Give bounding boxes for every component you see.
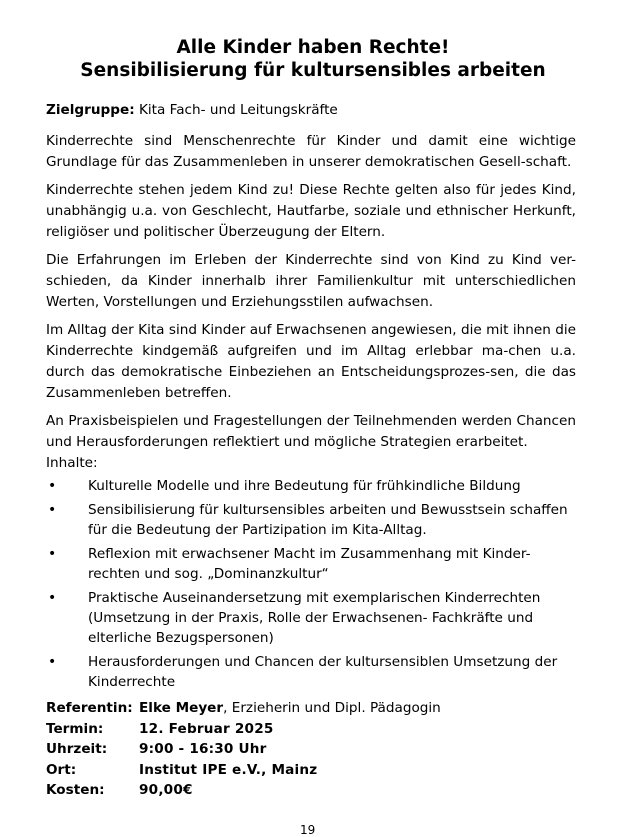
paragraph: An Praxisbeispielen und Fragestellungen der Teilnehmenden werden Chancen und Herausforderungen reflektiert und mögliche Strategien erarbeitet. [46,413,576,450]
time-label: Uhrzeit: [46,741,108,757]
document-page [46,36,576,801]
title-line-2: Sensibilisierung für kultursensibles arbeiten [80,60,546,81]
contents-list [46,476,576,692]
paragraph: Kinderrechte stehen jedem Kind zu! Diese Rechte gelten also für jedes Kind, unabhängig u.a. von Geschlecht, Hautfarbe, soziale und ethnischer Herkunft, religiöser und politischer Überzeugung der Eltern. [46,182,576,240]
bullet-icon: • [48,590,57,606]
target-group-label: Zielgruppe: [46,102,135,118]
cost-value: 90,00€ [139,782,193,798]
paragraph: Im Alltag der Kita sind Kinder auf Erwachsenen angewiesen, die mit ihnen die Kinderrechte kindgemäß aufgreifen und im Alltag erlebbar ma-chen u.a. durch das demokratische Einbeziehen an Entscheidungsprozes-sen, die das Zusammenleben betreffen. [46,322,576,401]
list-item [46,652,576,692]
list-item [46,588,576,648]
list-item [46,500,576,540]
place-label: Ort: [46,761,77,778]
title-line-1: Alle Kinder haben Rechte! [176,37,450,58]
document-title [50,36,576,82]
list-item-text: Reflexion mit erwachsener Macht im Zusammenhang mit Kinder-rechten und sog. „Dominanzkultur“ [88,546,531,582]
date-label: Termin: [46,720,104,737]
list-item-text: Sensibilisierung für kultursensibles arbeiten und Bewusstsein schaffen für die Bedeutung der Partizipation im Kita-Alltag. [88,502,568,538]
date-value: 12. Februar 2025 [139,720,274,737]
event-details [46,698,576,801]
contents-label: Inhalte: [46,455,98,471]
cost-row [46,780,576,801]
speaker-name: Elke Meyer [139,700,224,716]
time-value: 9:00 - 16:30 Uhr [139,741,267,757]
bullet-icon: • [48,502,57,518]
paragraph: Die Erfahrungen im Erleben der Kinderrechte sind von Kind zu Kind ver-schieden, da Kinder innerhalb ihrer Familienkultur mit unterschiedlichen Werten, Vorstellungen und Erziehungsstilen aufwachsen. [46,252,576,310]
list-item-text: Praktische Auseinandersetzung mit exemplarischen Kinderrechten (Umsetzung in der Praxis, Rolle der Erwachsenen- Fachkräfte und elterliche Bezugspersonen) [88,590,541,646]
cost-label: Kosten: [46,782,105,798]
target-group [46,101,576,119]
speaker-role: , Erzieherin und Dipl. Pädagogin [223,700,441,716]
bullet-icon: • [48,478,57,494]
list-item-text: Herausforderungen und Chancen der kultursensiblen Umsetzung der Kinderrechte [88,654,558,690]
list-item [46,544,576,584]
paragraph: Kinderrechte sind Menschenrechte für Kinder und damit eine wichtige Grundlage für das Zusammenleben in unserer demokratischen Gesell-schaft. [46,133,576,170]
description [46,131,576,453]
time-row [46,739,576,760]
target-group-value: Kita Fach- und Leitungskräfte [138,102,338,118]
place-value: Institut IPE e.V., Mainz [139,761,318,778]
list-item-text: Kulturelle Modelle und ihre Bedeutung für frühkindliche Bildung [88,478,521,494]
date-row [46,719,576,740]
place-row [46,760,576,781]
speaker-label: Referentin: [46,700,133,716]
bullet-icon: • [48,546,57,562]
bullet-icon: • [48,654,57,670]
list-item [46,476,576,496]
page-number: 19 [300,823,316,837]
speaker-row [46,698,576,719]
